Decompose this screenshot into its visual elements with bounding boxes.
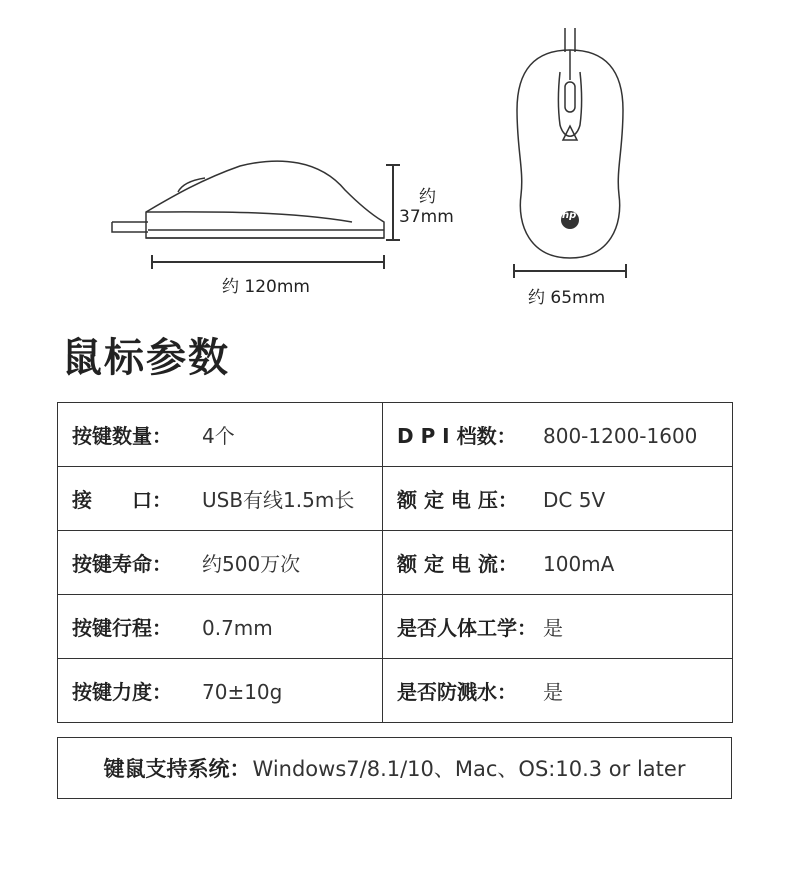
width-dimension [514, 264, 626, 278]
height-dimension [386, 165, 400, 240]
spec-label: 是否人体工学： [397, 616, 537, 640]
height-label-line1: 约 [419, 187, 436, 207]
mouse-outline-drawings [0, 0, 790, 320]
width-label: 约 65mm [528, 288, 606, 308]
spec-label: 额 定 电 流： [397, 552, 518, 576]
spec-value: 70±10g [202, 680, 283, 704]
table-row [58, 467, 733, 531]
section-title: 鼠标参数 [62, 335, 230, 381]
spec-label: 按键寿命： [72, 552, 172, 576]
spec-cell-right [383, 531, 733, 595]
table-row [58, 531, 733, 595]
spec-label: 额 定 电 压： [397, 488, 518, 512]
spec-value: 0.7mm [202, 616, 273, 640]
mouse-dimension-diagram [0, 0, 790, 320]
spec-label: 按键行程： [72, 616, 172, 640]
spec-label: 是否防溅水： [397, 680, 517, 704]
os-support-box [57, 737, 732, 799]
table-row [58, 403, 733, 467]
spec-value: 800-1200-1600 [543, 424, 698, 448]
spec-cell-left [58, 531, 383, 595]
spec-cell-left [58, 659, 383, 723]
spec-value: 是 [543, 616, 563, 640]
length-dimension [152, 255, 384, 269]
height-label-line2: 37mm [399, 207, 454, 227]
spec-value: 4个 [202, 424, 235, 448]
spec-cell-left [58, 467, 383, 531]
spec-cell-right [383, 595, 733, 659]
spec-value: 约500万次 [202, 552, 301, 576]
os-support-value: Windows7/8.1/10、Mac、OS:10.3 or later [252, 757, 686, 781]
spec-cell-left [58, 595, 383, 659]
spec-label: 按键力度： [72, 680, 172, 704]
length-label: 约 120mm [222, 277, 310, 297]
specs-table [57, 402, 733, 723]
spec-value: 100mA [543, 552, 615, 576]
spec-value: DC 5V [543, 488, 606, 512]
spec-label: D P I 档数： [397, 424, 517, 448]
table-row [58, 659, 733, 723]
spec-cell-right [383, 403, 733, 467]
table-row [58, 595, 733, 659]
spec-value: 是 [543, 680, 563, 704]
spec-cell-right [383, 659, 733, 723]
spec-label: 接 口： [72, 488, 172, 512]
spec-cell-left [58, 403, 383, 467]
mouse-side-view [112, 161, 384, 238]
os-support-label: 键鼠支持系统： [103, 757, 251, 781]
spec-label: 按键数量： [72, 424, 172, 448]
spec-cell-right [383, 467, 733, 531]
hp-logo-text: hp [562, 210, 577, 221]
spec-value: USB有线1.5m长 [202, 488, 355, 512]
